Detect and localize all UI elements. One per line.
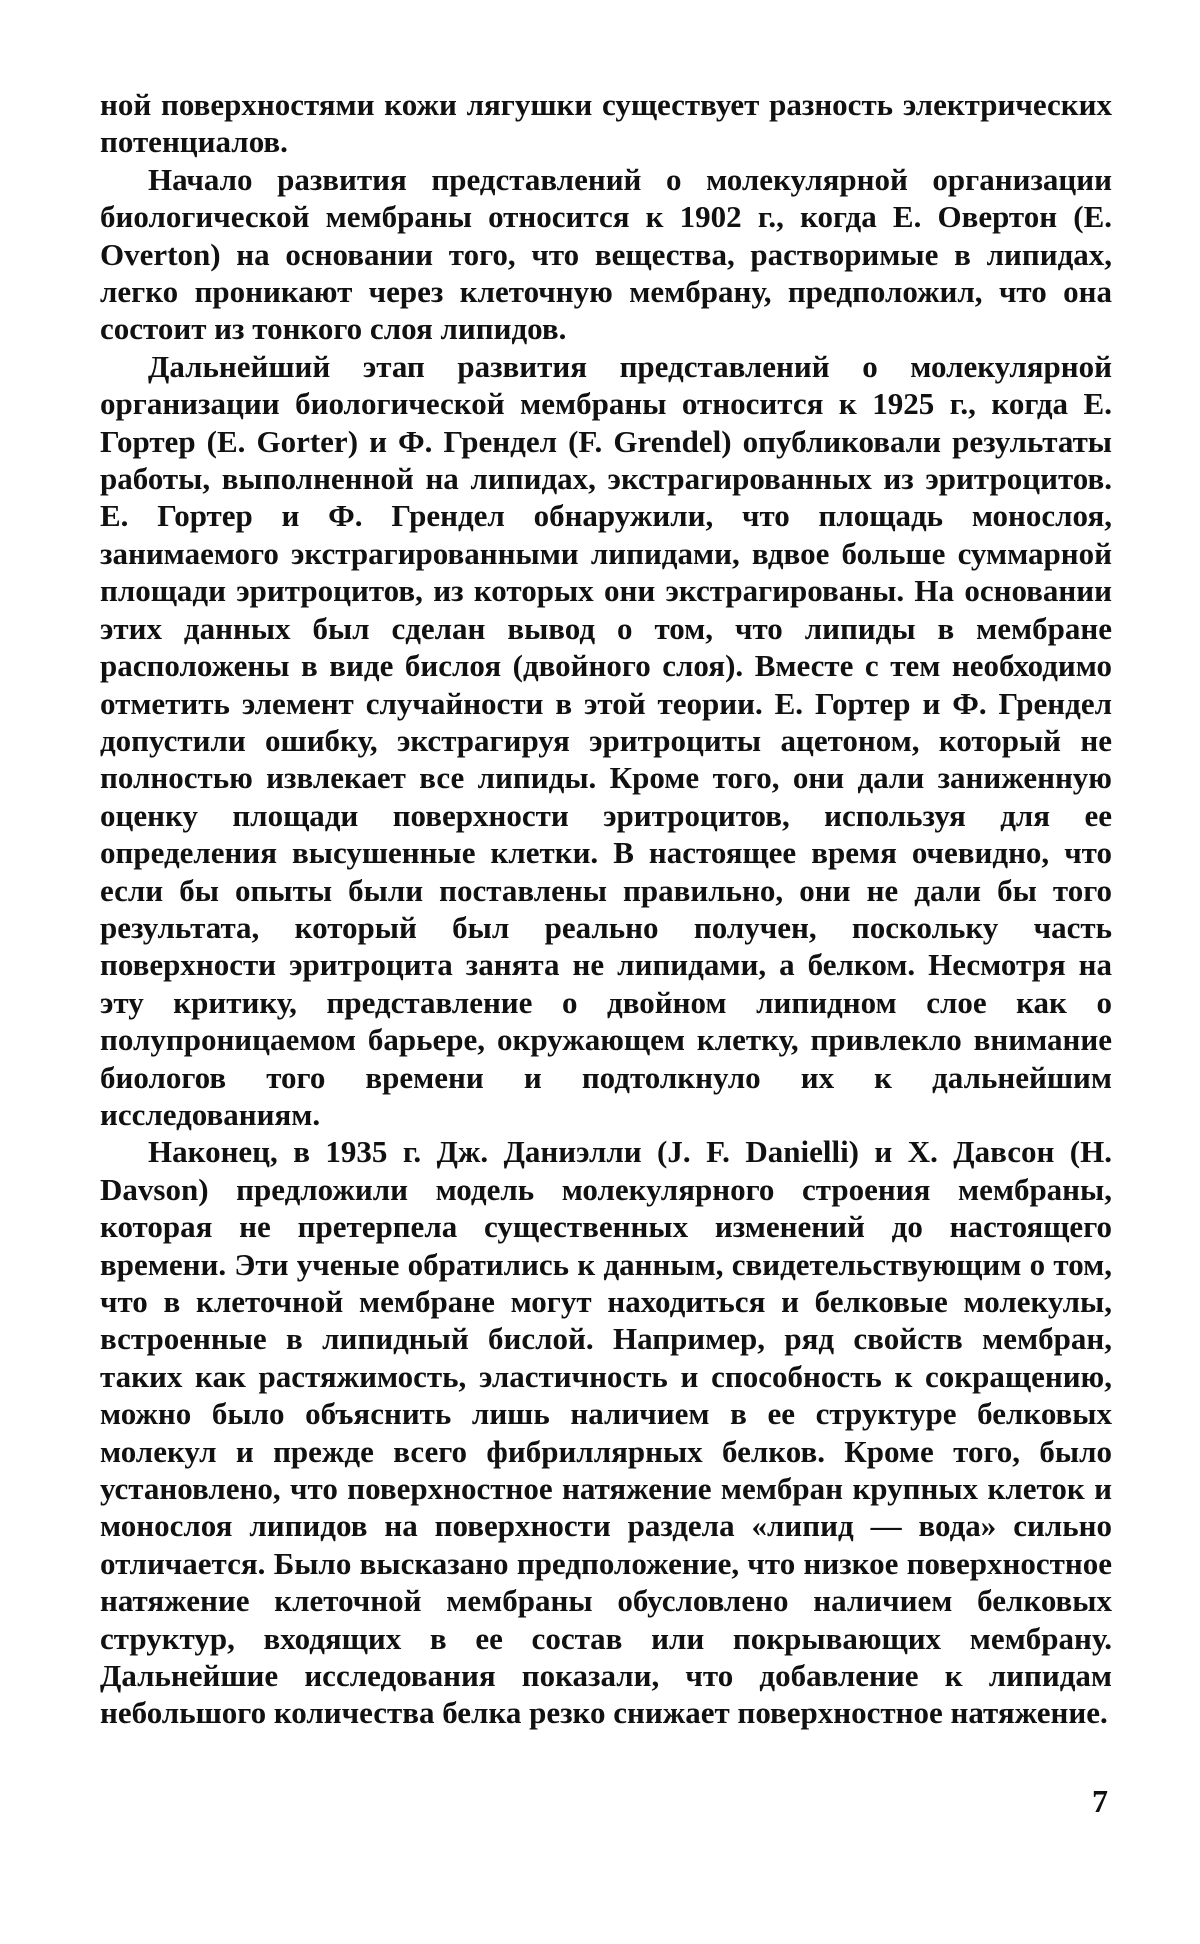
page-number: 7: [1092, 1783, 1108, 1819]
page-body: [100, 86, 1112, 1732]
paragraph-danielli-davson: Наконец, в 1935 г. Дж. Даниэлли (J. F. Danielli) и Х. Давсон (H. Davson) предложили модель молекулярного строения мембраны, которая не претерпела существенных изменений до настоящего времени. Эти ученые обратились к данным, свидетельствующим о том, что в клеточной мембране могут находиться и белковые молекулы, встроенные в липидный бислой. Например, ряд свойств мембран, таких как растяжимость, эластичность и способность к сокращению, можно было объяснить лишь наличием в ее структуре белковых молекул и прежде всего фибриллярных белков. Кроме того, было установлено, что поверхностное натяжение мембран крупных клеток и монослоя липидов на поверхности раздела «липид — вода» сильно отличается. Было высказано предположение, что низкое поверхностное натяжение клеточной мембраны обусловлено наличием белковых структур, входящих в ее состав или покрывающих мембрану. Дальнейшие исследования показали, что добавление к липидам небольшого количества белка резко снижает поверхностное натяжение.: [100, 1134, 1112, 1731]
paragraph-continuation: ной поверхностями кожи лягушки существует разность электрических потенциалов.: [100, 87, 1112, 160]
paragraph-overton: Начало развития представлений о молекулярной организации биологической мембраны относится к 1902 г., когда Е. Овертон (E. Overton) на основании того, что вещества, растворимые в липидах, легко проникают через клеточную мембрану, предположил, что она состоит из тонкого слоя липидов.: [100, 161, 1112, 347]
paragraph-gorter-grendel: Дальнейший этап развития представлений о молекулярной организации биологической мембраны относится к 1925 г., когда Е. Гортер (E. Gorter) и Ф. Грендел (F. Grendel) опубликовали результаты работы, выполненной на липидах, экстрагированных из эритроцитов. Е. Гортер и Ф. Грендел обнаружили, что площадь монослоя, занимаемого экстрагированными липидами, вдвое больше суммарной площади эритроцитов, из которых они экстрагированы. На основании этих данных был сделан вывод о том, что липиды в мембране расположены в виде бислоя (двойного слоя). Вместе с тем необходимо отметить элемент случайности в этой теории. Е. Гортер и Ф. Грендел допустили ошибку, экстрагируя эритроциты ацетоном, который не полностью извлекает все липиды. Кроме того, они дали заниженную оценку площади поверхности эритроцитов, используя для ее определения высушенные клетки. В настоящее время очевидно, что если бы опыты были поставлены правильно, они не дали бы того результата, который был реально получен, поскольку часть поверхности эритроцита занята не липидами, а белком. Несмотря на эту критику, представление о двойном липидном слое как о полупроницаемом барьере, окружающем клетку, привлекло внимание биологов того времени и подтолкнуло их к дальнейшим исследованиям.: [100, 348, 1112, 1132]
